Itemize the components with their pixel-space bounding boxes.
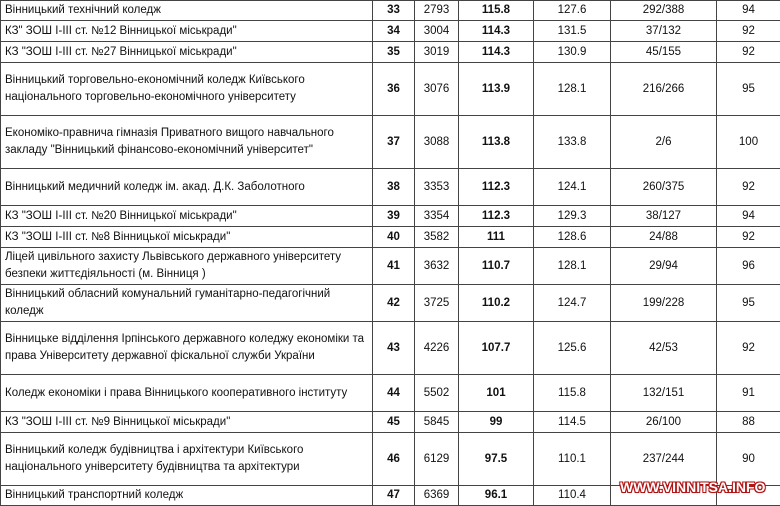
cell-code: 6369: [415, 486, 459, 506]
table-row: [1, 285, 780, 322]
cell-score: 114.3: [459, 42, 534, 63]
cell-code: 3725: [415, 285, 459, 322]
cell-pct: 92: [717, 227, 780, 248]
cell-score: 113.9: [459, 63, 534, 116]
table-row: [1, 1, 780, 21]
cell-rank: 40: [373, 227, 415, 248]
cell-ratio: 216/266: [611, 63, 717, 116]
cell-pct: 100: [717, 116, 780, 169]
cell-code: 3354: [415, 206, 459, 227]
cell-name: КЗ "ЗОШ І-ІІІ ст. №27 Вінницької міськради": [1, 42, 373, 63]
cell-name: Вінницький коледж будівництва і архітектури Київського національного університету будівництва та архітектури: [1, 433, 373, 486]
cell-name: КЗ "ЗОШ І-ІІІ ст. №8 Вінницької міськради": [1, 227, 373, 248]
cell-rank: 47: [373, 486, 415, 506]
cell-score: 114.3: [459, 21, 534, 42]
cell-pct: 92: [717, 21, 780, 42]
cell-avg: 115.8: [534, 375, 611, 412]
cell-avg: 130.9: [534, 42, 611, 63]
cell-name: Вінницький технічний коледж: [1, 1, 373, 21]
cell-rank: 42: [373, 285, 415, 322]
cell-score: 113.8: [459, 116, 534, 169]
cell-code: 3019: [415, 42, 459, 63]
cell-score: 112.3: [459, 206, 534, 227]
cell-code: 3353: [415, 169, 459, 206]
cell-avg: 110.1: [534, 433, 611, 486]
cell-name: КЗ" ЗОШ І-ІІІ ст. №12 Вінницької міськради": [1, 21, 373, 42]
table-row: [1, 322, 780, 375]
cell-code: 6129: [415, 433, 459, 486]
cell-pct: 90: [717, 433, 780, 486]
cell-ratio: 199/228: [611, 285, 717, 322]
cell-avg: 114.5: [534, 412, 611, 433]
table-row: [1, 227, 780, 248]
cell-rank: 43: [373, 322, 415, 375]
cell-score: 97.5: [459, 433, 534, 486]
cell-pct: 95: [717, 63, 780, 116]
table-row: [1, 169, 780, 206]
table-row: [1, 248, 780, 285]
cell-rank: 45: [373, 412, 415, 433]
cell-ratio: 42/53: [611, 322, 717, 375]
cell-ratio: 29/94: [611, 248, 717, 285]
cell-name: Ліцей цивільного захисту Львівського державного університету безпеки життєдіяльності (м. Вінниця ): [1, 248, 373, 285]
watermark: WWW.VINNITSA.INFO: [620, 474, 780, 500]
cell-ratio: 2/6: [611, 116, 717, 169]
cell-ratio: 292/388: [611, 1, 717, 21]
cell-rank: 33: [373, 1, 415, 21]
cell-ratio: 26/100: [611, 412, 717, 433]
cell-name: Вінницький обласний комунальний гуманітарно-педагогічний коледж: [1, 285, 373, 322]
cell-ratio: 24/88: [611, 227, 717, 248]
cell-name: КЗ "ЗОШ І-ІІІ ст. №9 Вінницької міськради": [1, 412, 373, 433]
cell-score: 107.7: [459, 322, 534, 375]
cell-avg: 129.3: [534, 206, 611, 227]
table-row: [1, 412, 780, 433]
cell-avg: 128.1: [534, 248, 611, 285]
cell-rank: 38: [373, 169, 415, 206]
cell-name: Вінницький торговельно-економічний коледж Київського національного торговельно-економічного університету: [1, 63, 373, 116]
cell-pct: 92: [717, 322, 780, 375]
cell-score: 101: [459, 375, 534, 412]
cell-ratio: 37/132: [611, 21, 717, 42]
cell-score: 96.1: [459, 486, 534, 506]
cell-score: 111: [459, 227, 534, 248]
cell-score: 115.8: [459, 1, 534, 21]
cell-pct: 96: [717, 248, 780, 285]
cell-score: 110.2: [459, 285, 534, 322]
cell-rank: 37: [373, 116, 415, 169]
cell-avg: 110.4: [534, 486, 611, 506]
cell-code: 3076: [415, 63, 459, 116]
cell-score: 112.3: [459, 169, 534, 206]
cell-pct: 94: [717, 1, 780, 21]
cell-avg: 124.1: [534, 169, 611, 206]
cell-ratio: 237/244: [611, 433, 717, 486]
cell-code: 3582: [415, 227, 459, 248]
cell-rank: 41: [373, 248, 415, 285]
cell-avg: 127.6: [534, 1, 611, 21]
cell-rank: 34: [373, 21, 415, 42]
cell-avg: 128.1: [534, 63, 611, 116]
cell-pct: 95: [717, 285, 780, 322]
cell-avg: 124.7: [534, 285, 611, 322]
table-row: [1, 63, 780, 116]
cell-code: 3004: [415, 21, 459, 42]
cell-ratio: 45/155: [611, 42, 717, 63]
cell-ratio: 38/127: [611, 206, 717, 227]
cell-code: 5502: [415, 375, 459, 412]
cell-pct: 91: [717, 375, 780, 412]
cell-pct: 88: [717, 412, 780, 433]
cell-avg: 131.5: [534, 21, 611, 42]
cell-name: Вінницьке відділення Ірпінського державного коледжу економіки та права Університету державної фіскальної служби України: [1, 322, 373, 375]
cell-avg: 125.6: [534, 322, 611, 375]
table-row: [1, 375, 780, 412]
cell-avg: 133.8: [534, 116, 611, 169]
cell-pct: 92: [717, 42, 780, 63]
cell-rank: 35: [373, 42, 415, 63]
table-row: [1, 206, 780, 227]
cell-code: 2793: [415, 1, 459, 21]
cell-ratio: [611, 486, 717, 506]
cell-rank: 39: [373, 206, 415, 227]
cell-name: Коледж економіки і права Вінницького кооперативного інституту: [1, 375, 373, 412]
cell-rank: 46: [373, 433, 415, 486]
table-row: [1, 433, 780, 486]
cell-code: 3088: [415, 116, 459, 169]
cell-pct: 92: [717, 169, 780, 206]
cell-name: Вінницький медичний коледж ім. акад. Д.К. Заболотного: [1, 169, 373, 206]
cell-pct: [717, 486, 780, 506]
cell-name: КЗ "ЗОШ І-ІІІ ст. №20 Вінницької міськради": [1, 206, 373, 227]
cell-code: 5845: [415, 412, 459, 433]
cell-avg: 128.6: [534, 227, 611, 248]
table-row: [1, 116, 780, 169]
cell-score: 99: [459, 412, 534, 433]
cell-code: 4226: [415, 322, 459, 375]
table-row: [1, 42, 780, 63]
cell-pct: 94: [717, 206, 780, 227]
cell-ratio: 132/151: [611, 375, 717, 412]
cell-code: 3632: [415, 248, 459, 285]
cell-name: Вінницький транспортний коледж: [1, 486, 373, 506]
cell-ratio: 260/375: [611, 169, 717, 206]
cell-name: Економіко-правнича гімназія Приватного вищого навчального закладу "Вінницький фінансово-економічний університет": [1, 116, 373, 169]
cell-score: 110.7: [459, 248, 534, 285]
table-row: [1, 21, 780, 42]
cell-rank: 44: [373, 375, 415, 412]
cell-rank: 36: [373, 63, 415, 116]
table-row: [1, 486, 780, 506]
